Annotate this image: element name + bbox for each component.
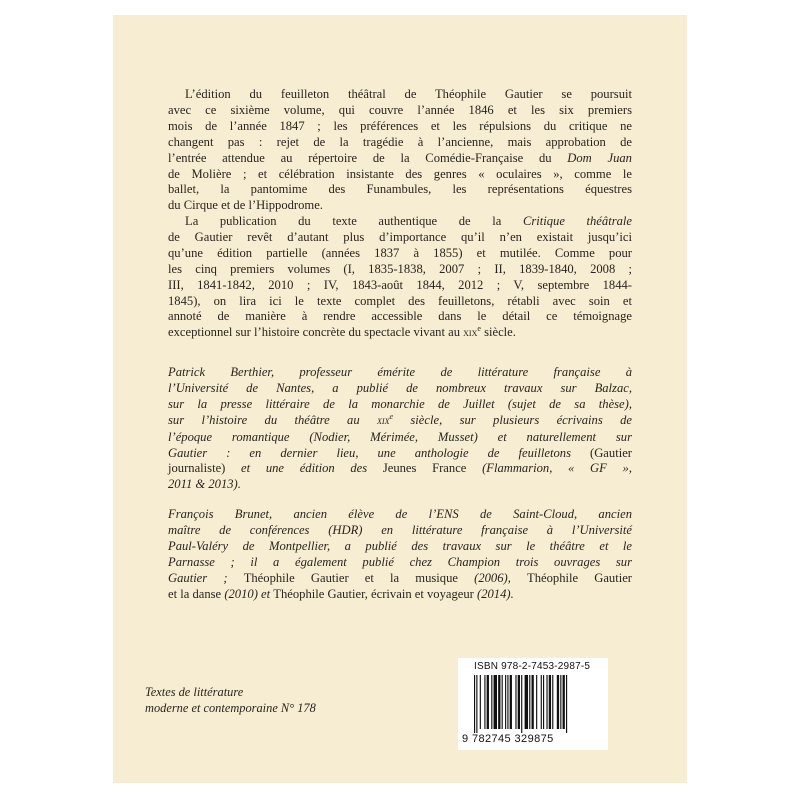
barcode-bar (476, 675, 477, 733)
brunet-line-4: Parnasse ; il a également publié chez Champion trois ouvrages sur (168, 554, 632, 569)
intro-line-3: mois de l’année 1847 ; les préférences et les répulsions du critique ne (168, 118, 632, 133)
brunet-et: et (261, 586, 271, 601)
brunet-line-5 (168, 571, 632, 587)
brunet-line-3: Paul-Valéry de Montpellier, a publié des travaux sur le théâtre et le (168, 538, 632, 553)
barcode-bar (549, 675, 551, 729)
berthier-line-7-end: (Flammarion, « GF », (482, 461, 632, 476)
publication-line-5: III, 1841-1842, 2010 ; IV, 1843-août 1844, 2012 ; V, septembre 1844- (168, 277, 632, 292)
berthier-line-1: Patrick Berthier, professeur émérite de littérature française à (168, 365, 632, 379)
berthier-line-7 (168, 461, 632, 477)
dom-juan-title: Dom Juan (567, 150, 632, 165)
jeunes-france-title: Jeunes France (382, 461, 467, 476)
barcode-bar (560, 675, 561, 729)
berthier-century-sup: e (389, 411, 394, 421)
intro-line-5 (168, 151, 632, 167)
publication-line-6: 1845), on lira ici le texte complet des feuilletons, rétabli avec soin et (168, 293, 632, 308)
brunet-line-6 (168, 587, 632, 603)
isbn-label: ISBN 978-2-7453-2987-5 (474, 661, 591, 672)
berthier-line-6 (168, 446, 632, 462)
publication-line-8-end: siècle. (484, 325, 516, 340)
series-line-2: moderne et contemporaine N° 178 (145, 700, 316, 715)
book-back-cover (113, 15, 687, 783)
intro-line-1: L’édition du feuilleton théâtral de Théophile Gautier se poursuit (185, 87, 632, 101)
barcode-bar (515, 675, 516, 729)
barcode-bar (546, 675, 547, 729)
publication-paragraph (168, 214, 632, 342)
berthier-line-6-text: Gautier : en dernier lieu, une anthologie de feuilletons (168, 445, 571, 460)
brunet-year-2014: (2014). (477, 586, 514, 601)
intro-line-6: de Molière ; et célébration insistante des genres « oculaires », comme le (168, 166, 632, 181)
gautier-voyageur-title: Théophile Gautier, écrivain et voyageur (273, 586, 474, 601)
series-line-1: Textes de littérature (145, 685, 244, 699)
publication-line-4: les cinq premiers volumes (I, 1835-1838, 2007 ; II, 1839-1840, 2008 ; (168, 261, 632, 276)
intro-line-2: avec ce sixième volume, qui couvre l’année 1846 et les six premiers (168, 102, 632, 117)
barcode-bar (552, 675, 553, 729)
publication-line-3: qu’une édition partielle (années 1837 à 1855) et mutilée. Comme pour (168, 245, 632, 260)
intro-line-8: du Cirque et de l’Hippodrome. (168, 198, 323, 213)
brunet-line-2: maître de conférences (HDR) en littérature française à l’Université (168, 522, 632, 537)
gautier-danse-title-start: Théophile Gautier (527, 570, 632, 585)
publication-line-1 (168, 214, 632, 230)
intro-line-7: ballet, la pantomime des Funambules, les représentations équestres (168, 182, 632, 197)
barcode-bar (510, 675, 512, 729)
century-superscript: e (477, 324, 481, 334)
berthier-line-4-text: sur l’histoire du théâtre au (168, 412, 360, 427)
barcode-bar (474, 675, 475, 733)
berthier-line-2: l’Université de Nantes, a publié de nombreux travaux sur Balzac, (168, 380, 632, 395)
barcode-bar (502, 675, 503, 729)
brunet-year-2010: (2010) (224, 586, 258, 601)
barcode-bar (566, 675, 567, 733)
series-label (145, 685, 316, 716)
barcode-bar (557, 675, 559, 729)
gautier-musique-title: Théophile Gautier et la musique (243, 570, 458, 585)
gautier-journaliste: journaliste) (168, 461, 226, 476)
berthier-line-5: l’époque romantique (Nodier, Mérimée, Musset) et naturellement sur (168, 429, 632, 444)
berthier-line-4-end: siècle, sur plusieurs écrivains de (410, 412, 633, 427)
barcode-digits: 9 782745 329875 (462, 733, 554, 745)
gautier-danse-title-end: et la danse (168, 586, 222, 601)
century-roman: xix (463, 327, 478, 340)
barcode-bar (505, 675, 506, 729)
barcode-bar (543, 675, 544, 729)
brunet-bio (168, 507, 632, 602)
publication-line-8-text: exceptionnel sur l’histoire concrète du spectacle vivant au (168, 325, 460, 340)
barcode-bar (541, 675, 542, 729)
barcode-bar (518, 675, 520, 729)
berthier-line-7-mid: et une édition des (241, 461, 368, 476)
publication-line-7: annoté de manière à rendre accessible dans le détail ce témoignage (168, 309, 632, 324)
intro-line-5-text: l’entrée attendue au répertoire de la Comédie-Française du (168, 150, 552, 165)
barcode-bar (507, 675, 508, 729)
barcode-bar (491, 675, 492, 729)
critique-theatrale-title: Critique théâtrale (522, 214, 632, 228)
barcode-bar (521, 675, 522, 733)
intro-line-4: changent pas : rejet de la tragédie à l’ancienne, mais approbation de (168, 134, 632, 149)
publication-line-1-text: La publication du texte authentique de la (185, 214, 502, 228)
berthier-century-roman: xix (377, 414, 390, 427)
berthier-bio (168, 365, 632, 493)
barcode-bar (494, 675, 497, 729)
berthier-line-4 (168, 413, 632, 430)
brunet-line-1: François Brunet, ancien élève de l’ENS de Saint-Cloud, ancien (168, 507, 632, 521)
barcode-bar (487, 675, 489, 729)
publication-line-8 (168, 325, 632, 342)
berthier-line-3: sur la presse littéraire de la monarchie de Juillet (sujet de sa thèse), (168, 396, 632, 411)
barcode-bar (484, 675, 485, 729)
barcode-bar (498, 675, 500, 729)
berthier-line-8: 2011 & 2013). (168, 477, 241, 492)
publication-line-2: de Gautier revêt d’autant plus d’importance qu’il n’en existait jusqu’ici (168, 229, 632, 244)
isbn-barcode (458, 658, 608, 750)
brunet-year-2006: (2006), (474, 570, 511, 585)
barcode-bar (532, 675, 534, 729)
barcode-bar (529, 675, 530, 729)
barcode-bar (563, 675, 565, 729)
brunet-line-5-text: Gautier ; (168, 570, 228, 585)
barcode-bar (480, 675, 481, 729)
berthier-line-6-roman: (Gautier (590, 445, 632, 460)
barcode-bars (470, 675, 602, 733)
barcode-bar (525, 675, 528, 729)
intro-paragraph (168, 87, 632, 214)
barcode-bar (536, 675, 537, 729)
